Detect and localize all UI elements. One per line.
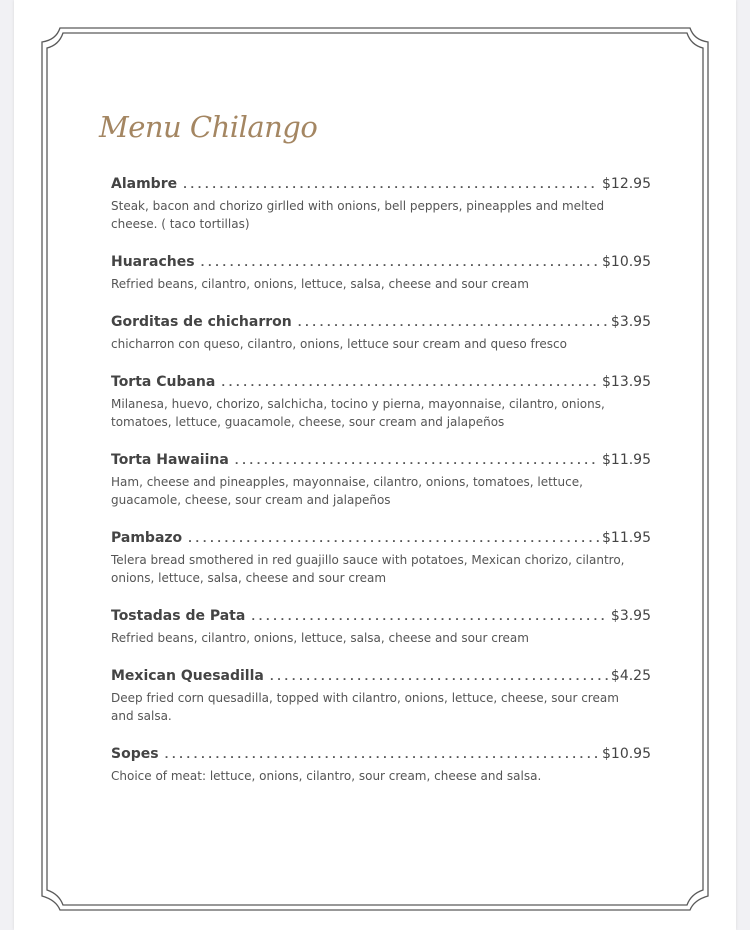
menu-item-price: $11.95 bbox=[602, 452, 651, 468]
menu-item-name: Huaraches bbox=[111, 254, 195, 270]
menu-item-row bbox=[111, 668, 651, 688]
menu-item-name: Pambazo bbox=[111, 530, 183, 546]
menu-item-name: Torta Cubana bbox=[111, 374, 216, 390]
menu-item-price: $3.95 bbox=[610, 608, 651, 624]
menu-item-description: chicharron con queso, cilantro, onions, lettuce sour cream and queso fresco bbox=[111, 337, 567, 351]
menu-item-row bbox=[111, 452, 651, 472]
dot-leader bbox=[201, 255, 599, 270]
menu-item-price: $3.95 bbox=[610, 314, 651, 330]
menu-item-description: Choice of meat: lettuce, onions, cilantro, sour cream, cheese and salsa. bbox=[111, 769, 542, 783]
menu-item-description: Milanesa, huevo, chorizo, salchicha, tocino y pierna, mayonnaise, cilantro, onions, tomatoes, lettuce, guacamole, cheese, sour cream and jalapeños bbox=[111, 397, 605, 429]
menu-item-name: Gorditas de chicharron bbox=[111, 314, 292, 330]
dot-leader bbox=[183, 177, 599, 192]
menu-item-name: Alambre bbox=[111, 176, 178, 192]
dot-leader bbox=[298, 315, 608, 330]
menu-item bbox=[111, 254, 651, 293]
menu-item-description: Telera bread smothered in red guajillo sauce with potatoes, Mexican chorizo, cilantro, onions, lettuce, salsa, cheese and sour cream bbox=[111, 553, 625, 585]
menu-list bbox=[111, 176, 651, 806]
dot-leader bbox=[235, 453, 599, 468]
dot-leader bbox=[270, 669, 608, 684]
menu-item-price: $13.95 bbox=[602, 374, 651, 390]
menu-item-price: $11.95 bbox=[602, 530, 651, 546]
menu-item-row bbox=[111, 314, 651, 334]
menu-item-row bbox=[111, 746, 651, 766]
dot-leader bbox=[221, 375, 599, 390]
menu-item-name: Tostadas de Pata bbox=[111, 608, 246, 624]
menu-item bbox=[111, 608, 651, 647]
menu-item-name: Sopes bbox=[111, 746, 159, 762]
menu-item bbox=[111, 374, 651, 431]
menu-item bbox=[111, 530, 651, 587]
menu-item bbox=[111, 176, 651, 233]
menu-item-description: Ham, cheese and pineapples, mayonnaise, cilantro, onions, tomatoes, lettuce, guacamole, cheese, sour cream and jalapeños bbox=[111, 475, 583, 507]
menu-item bbox=[111, 746, 651, 785]
menu-item-description: Refried beans, cilantro, onions, lettuce, salsa, cheese and sour cream bbox=[111, 277, 529, 291]
menu-item-description: Deep fried corn quesadilla, topped with cilantro, onions, lettuce, cheese, sour cream and salsa. bbox=[111, 691, 619, 723]
menu-item-row bbox=[111, 530, 651, 550]
menu-item-description: Steak, bacon and chorizo girlled with onions, bell peppers, pineapples and melted cheese. ( taco tortillas) bbox=[111, 199, 605, 231]
menu-item-row bbox=[111, 608, 651, 628]
menu-item-row bbox=[111, 254, 651, 274]
menu-item bbox=[111, 452, 651, 509]
menu-item bbox=[111, 668, 651, 725]
menu-item bbox=[111, 314, 651, 353]
menu-item-name: Torta Hawaiina bbox=[111, 452, 229, 468]
dot-leader bbox=[251, 609, 608, 624]
menu-item-price: $4.25 bbox=[610, 668, 651, 684]
dot-leader bbox=[188, 531, 599, 546]
menu-title: Menu Chilango bbox=[99, 110, 318, 144]
dot-leader bbox=[165, 747, 599, 762]
menu-item-price: $10.95 bbox=[602, 746, 651, 762]
menu-item-name: Mexican Quesadilla bbox=[111, 668, 264, 684]
menu-page bbox=[14, 0, 736, 930]
menu-item-description: Refried beans, cilantro, onions, lettuce, salsa, cheese and sour cream bbox=[111, 631, 529, 645]
menu-item-price: $12.95 bbox=[602, 176, 651, 192]
menu-item-price: $10.95 bbox=[602, 254, 651, 270]
menu-item-row bbox=[111, 176, 651, 196]
menu-item-row bbox=[111, 374, 651, 394]
